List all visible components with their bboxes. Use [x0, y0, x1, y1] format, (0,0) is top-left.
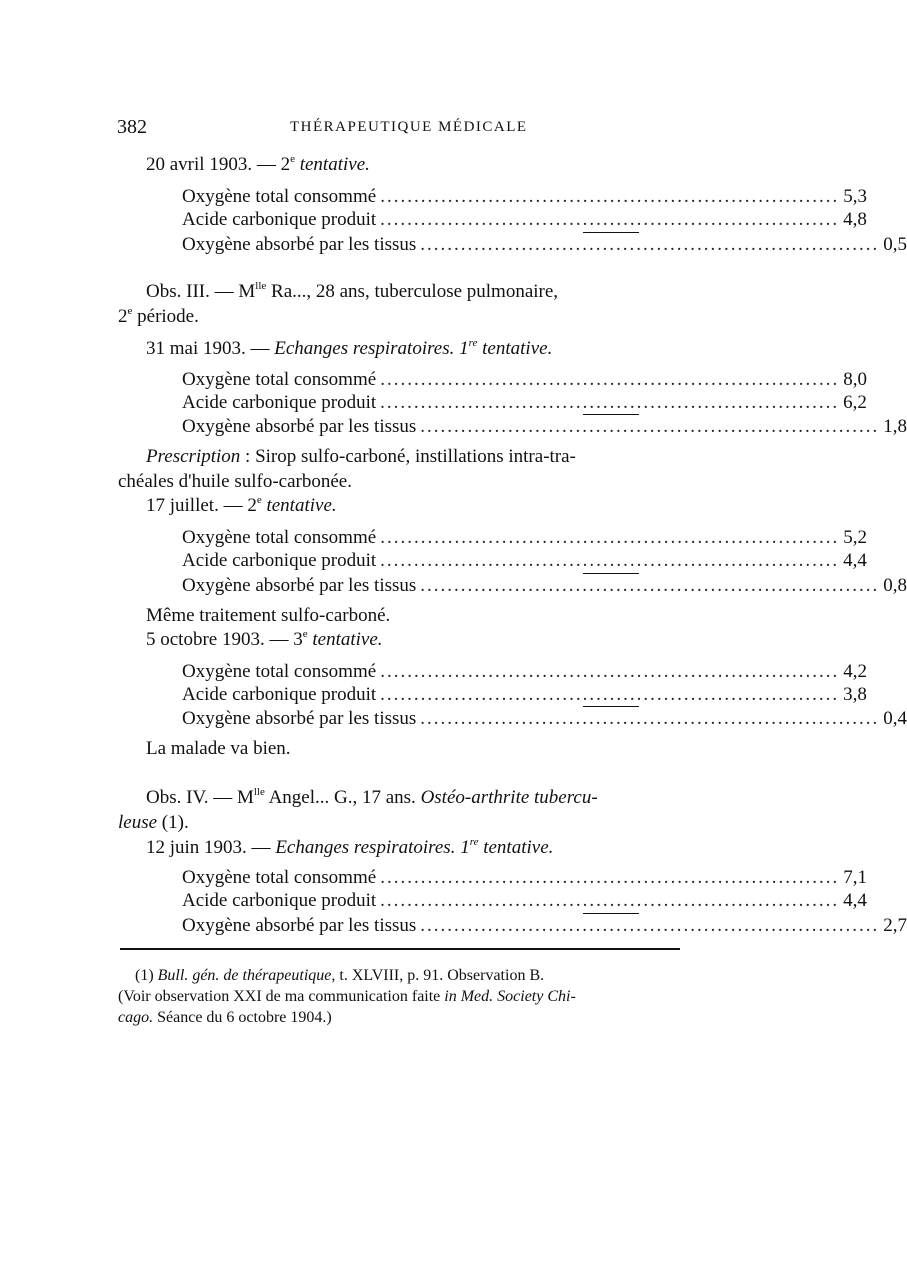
- leader-dots: ....................................................................: [420, 416, 880, 437]
- table4-row-oxygen-consumed: [182, 660, 867, 684]
- obs4-diagnosis: Ostéo-arthrite tubercu-: [420, 787, 598, 808]
- period-text: période.: [132, 306, 199, 327]
- row-label: Oxygène absorbé par les tissus: [182, 575, 417, 596]
- row-value: 4,4: [843, 890, 867, 911]
- obs3-date-line: [146, 337, 552, 361]
- date-text: 5 octobre 1903. — 3: [146, 629, 303, 650]
- row-label: Oxygène total consommé: [182, 527, 377, 548]
- running-head: THÉRAPEUTIQUE MÉDICALE: [290, 119, 528, 135]
- row-label: Oxygène total consommé: [182, 186, 377, 207]
- prescription-date-line: [146, 494, 337, 518]
- footnote-line-1: [135, 965, 544, 986]
- table2-row-co2-produced: [182, 391, 867, 415]
- table2-row-oxygen-consumed: [182, 368, 867, 392]
- obs3-description: Ra..., 28 ans, tuberculose pulmonaire,: [266, 281, 559, 302]
- tentative-text: tentative.: [294, 154, 370, 175]
- table3-row-co2-produced: [182, 549, 867, 573]
- leader-dots: ....................................................................: [380, 186, 840, 207]
- echanges-text: Echanges respiratoires. 1: [275, 837, 470, 858]
- superscript: e: [290, 152, 295, 165]
- row-value: 0,8: [883, 575, 907, 596]
- page-number: 382: [117, 116, 147, 138]
- footnote-text: Séance du 6 octobre 1904.): [153, 1009, 332, 1026]
- footnote-marker: (1): [135, 967, 154, 984]
- obs3-heading-line: [146, 280, 558, 304]
- leader-dots: ....................................................................: [380, 661, 840, 682]
- date-text: 17 juillet. — 2: [146, 495, 257, 516]
- row-label: Oxygène total consommé: [182, 661, 377, 682]
- table5-row-oxygen-absorbed: [182, 914, 907, 938]
- obs4-label: Obs. IV.: [146, 787, 209, 808]
- prescription-line-2: chéales d'huile sulfo-carbonée.: [118, 471, 352, 492]
- row-value: 5,2: [843, 527, 867, 548]
- leader-dots: ....................................................................: [380, 867, 840, 888]
- row-value: 4,8: [843, 209, 867, 230]
- row-value: 5,3: [843, 186, 867, 207]
- obs4-date-line: [146, 836, 553, 860]
- table5-row-oxygen-consumed: [182, 866, 867, 890]
- row-label: Acide carbonique produit: [182, 209, 377, 230]
- footnote-divider: [120, 948, 680, 950]
- date-line-1: [146, 153, 370, 177]
- table1-row-oxygen-absorbed: [182, 233, 907, 257]
- leader-dots: ....................................................................: [380, 684, 840, 705]
- table2-row-oxygen-absorbed: [182, 415, 907, 439]
- table3-row-oxygen-absorbed: [182, 574, 907, 598]
- leader-dots: ....................................................................: [380, 369, 840, 390]
- date-text: 31 mai 1903. —: [146, 338, 275, 359]
- row-value: 0,5: [883, 234, 907, 255]
- obs4-dash: — M: [208, 787, 254, 808]
- leader-dots: ....................................................................: [380, 890, 840, 911]
- footnote-journal: Bull. gén. de thérapeutique,: [153, 967, 336, 984]
- footnote-society-cont: cago.: [118, 1009, 154, 1026]
- leader-dots: ....................................................................: [420, 234, 880, 255]
- treatment-line: Même traitement sulfo-carboné.: [146, 605, 391, 626]
- treatment-date-line: [146, 628, 383, 652]
- table5-row-co2-produced: [182, 889, 867, 913]
- leader-dots: ....................................................................: [420, 575, 880, 596]
- period-number: 2: [118, 306, 128, 327]
- date-text: 12 juin 1903. —: [146, 837, 276, 858]
- obs4-line-2: [118, 811, 189, 835]
- leader-dots: ....................................................................: [380, 550, 840, 571]
- row-label: Oxygène total consommé: [182, 369, 377, 390]
- tentative-text: tentative.: [307, 629, 383, 650]
- row-label: Oxygène total consommé: [182, 867, 377, 888]
- row-label: Acide carbonique produit: [182, 550, 377, 571]
- row-value: 1,8: [883, 416, 907, 437]
- row-label: Oxygène absorbé par les tissus: [182, 234, 417, 255]
- row-value: 7,1: [843, 867, 867, 888]
- row-value: 4,2: [843, 661, 867, 682]
- row-label: Oxygène absorbé par les tissus: [182, 416, 417, 437]
- superscript: e: [256, 493, 262, 506]
- prescription-label: Prescription: [146, 446, 241, 467]
- obs3-dash: — M: [209, 281, 256, 302]
- row-value: 6,2: [843, 392, 867, 413]
- row-label: Oxygène absorbé par les tissus: [182, 708, 417, 729]
- table1-row-oxygen-consumed: [182, 185, 867, 209]
- leader-dots: ....................................................................: [380, 209, 840, 230]
- leader-dots: ....................................................................: [380, 392, 840, 413]
- table4-row-co2-produced: [182, 683, 867, 707]
- footnote-line-2: [118, 986, 576, 1007]
- row-label: Acide carbonique produit: [182, 684, 377, 705]
- date-text: 20 avril 1903. — 2: [146, 154, 291, 175]
- row-value: 8,0: [843, 369, 867, 390]
- superscript: lle: [255, 279, 267, 292]
- footnote-line-3: [118, 1007, 332, 1028]
- row-value: 4,4: [843, 550, 867, 571]
- obs4-diagnosis-cont: leuse: [118, 812, 158, 833]
- superscript: e: [302, 627, 308, 640]
- table1-row-co2-produced: [182, 208, 867, 232]
- leader-dots: ....................................................................: [420, 708, 880, 729]
- row-value: 2,7: [883, 915, 907, 936]
- row-label: Acide carbonique produit: [182, 392, 377, 413]
- tentative-text: tentative.: [477, 338, 553, 359]
- prescription-text: : Sirop sulfo-carboné, instillations intra-tra-: [240, 446, 576, 467]
- footnote-text: (Voir observation XXI de ma communication faite: [118, 988, 445, 1005]
- leader-dots: ....................................................................: [380, 527, 840, 548]
- table3-row-oxygen-consumed: [182, 526, 867, 550]
- obs4-heading-line: [146, 786, 598, 810]
- obs3-label: Obs. III.: [146, 281, 210, 302]
- row-label: Acide carbonique produit: [182, 890, 377, 911]
- footnote-ref: (1).: [157, 812, 189, 833]
- obs4-patient: Angel... G., 17 ans.: [264, 787, 421, 808]
- superscript: re: [469, 835, 479, 848]
- tentative-text: tentative.: [478, 837, 554, 858]
- superscript: e: [127, 304, 133, 317]
- row-value: 3,8: [843, 684, 867, 705]
- leader-dots: ....................................................................: [420, 915, 880, 936]
- prescription-line-1: [146, 445, 680, 469]
- tentative-text: tentative.: [261, 495, 337, 516]
- conclusion-line: La malade va bien.: [146, 738, 291, 759]
- row-label: Oxygène absorbé par les tissus: [182, 915, 417, 936]
- row-value: 0,4: [883, 708, 907, 729]
- superscript: re: [468, 336, 478, 349]
- table4-row-oxygen-absorbed: [182, 707, 907, 731]
- footnote-society: in Med. Society Chi-: [444, 988, 576, 1005]
- obs3-line-2: [118, 305, 199, 329]
- superscript: lle: [253, 785, 265, 798]
- footnote-text: t. XLVIII, p. 91. Observation B.: [335, 967, 545, 984]
- echanges-text: Echanges respiratoires. 1: [274, 338, 469, 359]
